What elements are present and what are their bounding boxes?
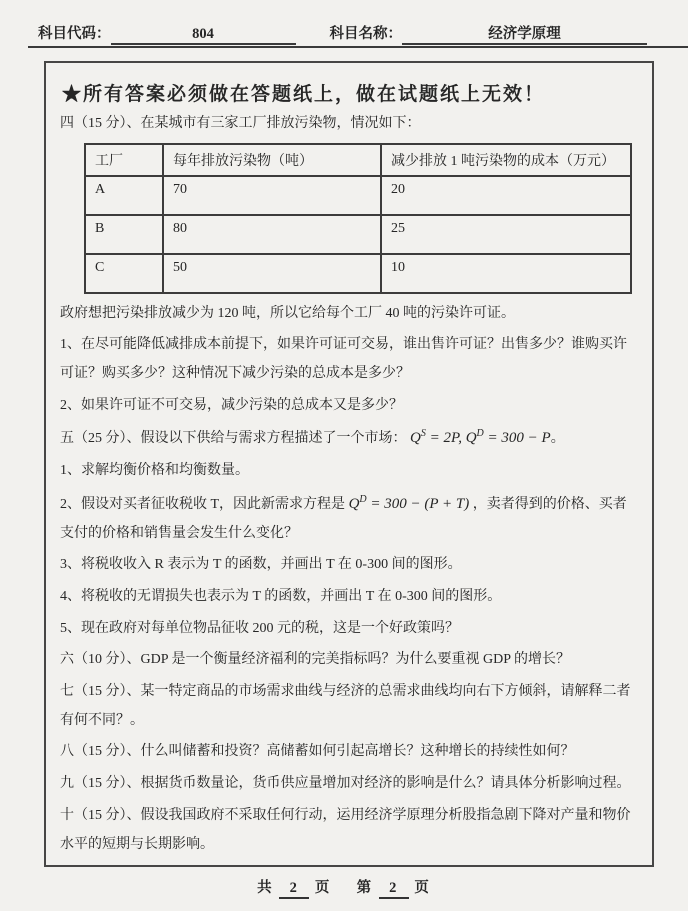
- subject-name-label: 科目名称：: [329, 26, 402, 42]
- table-header-factory: 工厂: [85, 144, 163, 176]
- question-6: 六（10 分）、GDP 是一个衡量经济福利的完美指标吗？为什么要重视 GDP 的增长？: [60, 652, 570, 668]
- cell-cost: 20: [381, 176, 631, 215]
- question-4-sub-2: 2、如果许可证不可交易，减少污染的总成本又是多少？: [60, 397, 403, 413]
- table-row: [85, 215, 631, 254]
- cell-cost: 10: [381, 254, 631, 293]
- table-header-cost: 减少排放 1 吨污染物的成本（万元）: [381, 144, 631, 176]
- question-10: 十（15 分）、假设我国政府不采取任何行动，运用经济学原理分析股指急剧下降对产量和物价水平的短期与长期影响。: [60, 807, 631, 852]
- cell-emission: 80: [163, 215, 381, 254]
- page-header: [38, 22, 674, 45]
- table-header-row: [85, 144, 631, 176]
- page-footer: [0, 876, 688, 899]
- question-5-intro: 五（25 分）、假设以下供给与需求方程描述了一个市场：: [60, 431, 407, 447]
- cell-factory: C: [85, 254, 163, 293]
- question-8: 八（15 分）、什么叫储蓄和投资？高储蓄如何引起高增长？这种增长的持续性如何？: [60, 744, 575, 760]
- cell-factory: B: [85, 215, 163, 254]
- question-5-sub-1: 1、求解均衡价格和均衡数量。: [60, 463, 249, 479]
- header-rule: [28, 46, 688, 48]
- question-5-heading: [60, 423, 638, 454]
- question-5-sub-2-pre: 2、假设对买者征收税收 T，因此新需求方程是: [60, 496, 349, 512]
- question-5-sub-3: 3、将税收收入 R 表示为 T 的函数，并画出 T 在 0-300 间的图形。: [60, 557, 462, 573]
- current-page: 2: [379, 880, 409, 899]
- footer-pages-label: 页: [314, 880, 332, 896]
- footer-current-label: 第: [356, 880, 374, 896]
- table-row: [85, 176, 631, 215]
- footer-total-label: 共: [257, 880, 274, 896]
- question-7: 七（15 分）、某一特定商品的市场需求曲线与经济的总需求曲线均向右下方倾斜，请解释二者有何不同？。: [60, 684, 631, 728]
- pollution-table: [84, 143, 632, 294]
- subject-name-value: 经济学原理: [402, 22, 647, 45]
- formula-end-punctuation: 。: [550, 431, 565, 447]
- question-5-sub-4: 4、将税收的无谓损失也表示为 T 的函数，并画出 T 在 0-300 间的图形。: [60, 589, 502, 604]
- subject-code-label: 科目代码：: [38, 26, 111, 42]
- question-5-sub-2-post: ，卖者得到的价格、买者支付的价格和销售量会发生什么变化？: [60, 496, 627, 541]
- table-row: [85, 254, 631, 293]
- total-pages: 2: [279, 880, 309, 899]
- cell-factory: A: [85, 176, 163, 215]
- content-box: [44, 61, 654, 867]
- answer-notice: ★所有答案必须做在答题纸上，做在试题纸上无效！: [62, 84, 546, 105]
- supply-demand-formula: $Q^S = 2P$, $Q^D = 300 - P$: [410, 428, 551, 447]
- question-4-note: 政府想把污染排放减少为 120 吨，所以它给每个工厂 40 吨的污染许可证。: [60, 305, 515, 321]
- question-4-sub-1: 1、在尽可能降低减排成本前提下，如果许可证可交易，谁出售许可证？出售多少？谁购买许可证？购买多少？这种情况下减少污染的总成本是多少？: [60, 337, 627, 382]
- new-demand-formula: $Q^D = 300 - (P + T)$: [348, 493, 470, 512]
- cell-emission: 70: [163, 176, 381, 215]
- question-5-sub-2: [60, 489, 638, 548]
- question-9: 九（15 分）、根据货币数量论，货币供应量增加对经济的影响是什么？请具体分析影响过程。: [60, 776, 631, 792]
- subject-code-value: 804: [111, 26, 296, 45]
- table-header-emission: 每年排放污染物（吨）: [163, 144, 381, 176]
- question-4-heading: 四（15 分）、在某城市有三家工厂排放污染物，情况如下：: [60, 116, 421, 131]
- cell-cost: 25: [381, 215, 631, 254]
- cell-emission: 50: [163, 254, 381, 293]
- footer-page-label: 页: [414, 880, 431, 896]
- question-5-sub-5: 5、现在政府对每单位物品征收 200 元的税，这是一个好政策吗？: [60, 620, 459, 636]
